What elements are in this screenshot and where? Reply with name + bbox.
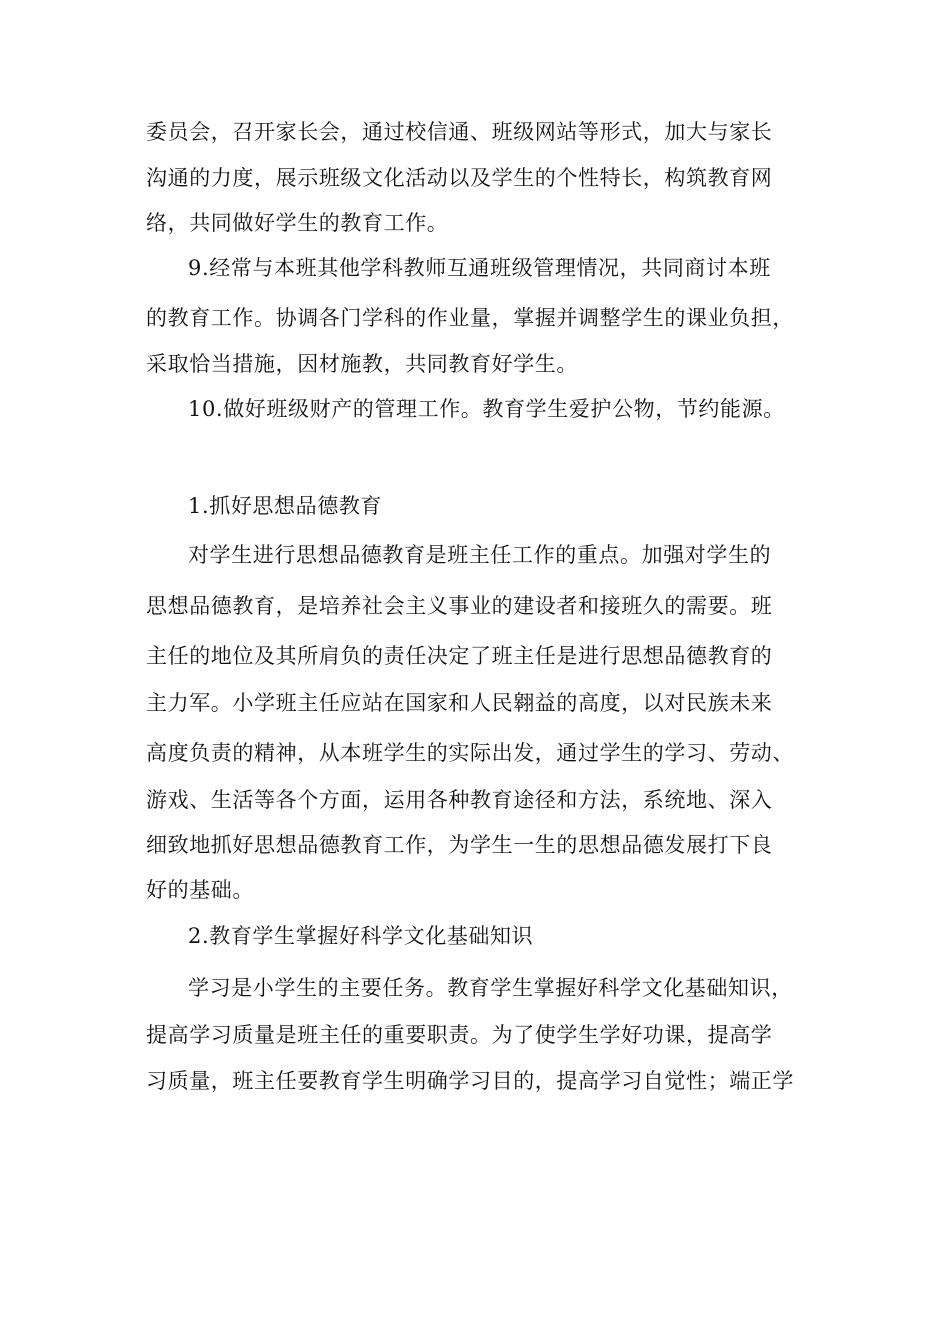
text-line: 络，共同做好学生的教育工作。	[146, 211, 449, 235]
text-line: 采取恰当措施，因材施教，共同教育好学生。	[146, 352, 578, 376]
text-line: 学习是小学生的主要任务。教育学生掌握好科学文化基础知识，	[188, 976, 793, 1000]
text-line: 思想品德教育，是培养社会主义事业的建设者和接班久的需要。班	[146, 594, 773, 618]
list-item-10: 10.做好班级财产的管理工作。教育学生爱护公物，节约能源。	[188, 397, 785, 421]
section-heading-1: 1.抓好思想品德教育	[188, 494, 383, 518]
text-line: 细致地抓好思想品德教育工作，为学生一生的思想品德发展打下良	[146, 833, 773, 857]
text-line: 高度负责的精神，从本班学生的实际出发，通过学生的学习、劳动、	[146, 741, 794, 765]
section-heading-2: 2.教育学生掌握好科学文化基础知识	[188, 924, 534, 948]
text-line: 主任的地位及其所肩负的责任决定了班主任是进行思想品德教育的	[146, 644, 773, 668]
text-line: 游戏、生活等各个方面，运用各种教育途径和方法，系统地、深入	[146, 788, 773, 812]
text-line: 好的基础。	[146, 878, 254, 902]
list-item-9: 9.经常与本班其他学科教师互通班级管理情况，共同商讨本班	[188, 256, 771, 280]
text-line: 主力军。小学班主任应站在国家和人民翱益的高度，以对民族未来	[146, 691, 773, 715]
text-line: 提高学习质量是班主任的重要职责。为了使学生学好功课，提高学	[146, 1023, 773, 1047]
text-line: 习质量，班主任要教育学生明确学习目的，提高学习自觉性；端正学	[146, 1069, 794, 1093]
text-line: 委员会，召开家长会，通过校信通、班级网站等形式，加大与家长	[146, 120, 773, 144]
text-line: 沟通的力度，展示班级文化活动以及学生的个性特长，构筑教育网	[146, 166, 773, 190]
text-line: 对学生进行思想品德教育是班主任工作的重点。加强对学生的	[188, 543, 772, 567]
text-line: 的教育工作。协调各门学科的作业量，掌握并调整学生的课业负担，	[146, 306, 794, 330]
